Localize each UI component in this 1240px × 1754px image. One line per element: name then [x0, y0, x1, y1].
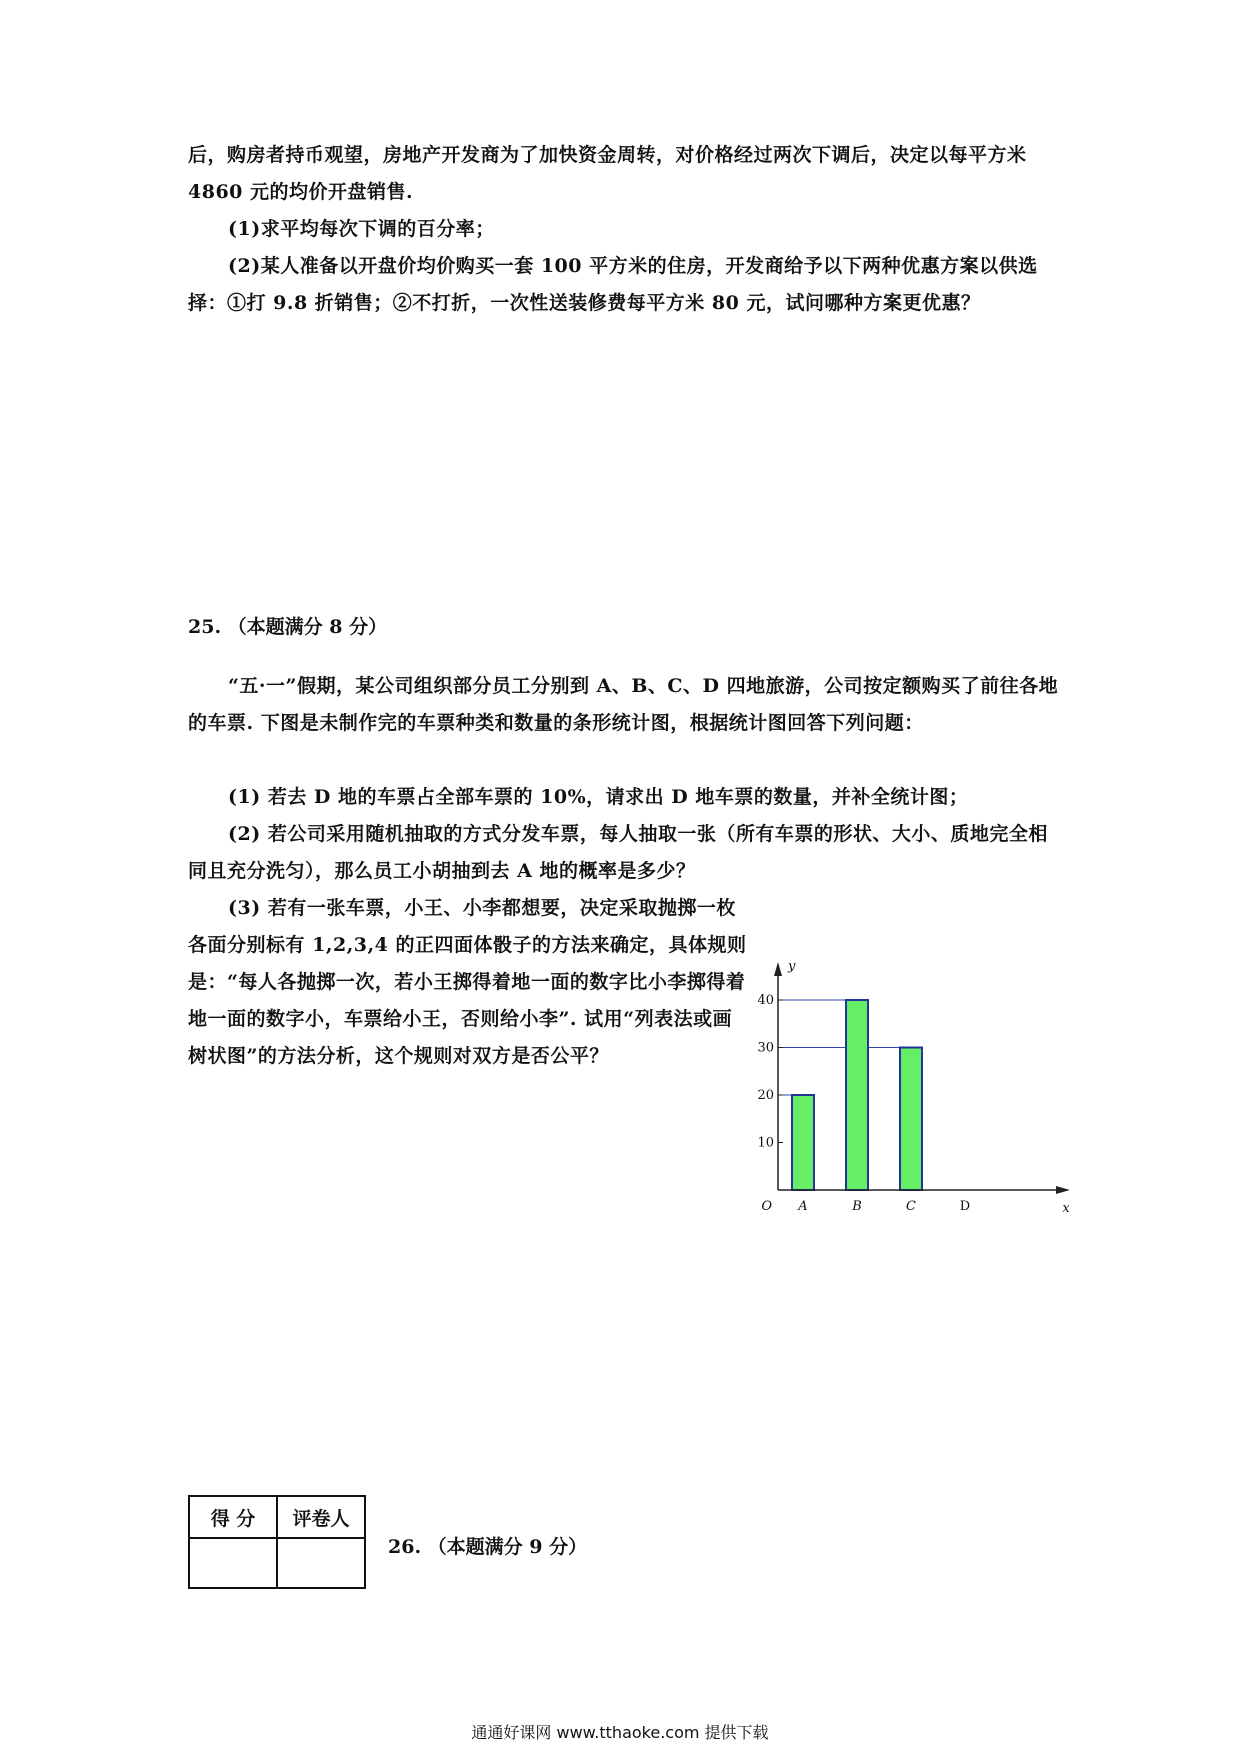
y-axis-arrow: [774, 962, 782, 976]
score-table: [188, 1495, 366, 1589]
y-axis-label: y: [788, 959, 796, 974]
y-tick-label: 40: [757, 993, 774, 1008]
x-tick-label-C: C: [906, 1199, 916, 1214]
bar-A: [792, 1095, 814, 1190]
footer: 通通好课网 www.tthaoke.com 提供下载: [471, 1723, 769, 1742]
score-header: 得 分: [189, 1496, 277, 1538]
x-tick-label-B: B: [852, 1199, 862, 1214]
score-cell: [189, 1538, 277, 1588]
origin-label: O: [761, 1199, 772, 1214]
q24-part1: (1)求平均每次下调的百分率；: [228, 218, 495, 240]
x-tick-label-A: A: [798, 1199, 808, 1214]
grader-header: 评卷人: [277, 1496, 365, 1538]
q25-part3: (3) 若有一张车票，小王、小李都想要，决定采取抛掷一枚各面分别标有 1,2,3,4 的正四面体骰子的方法来确定，具体规则是：“每人各抛掷一次，若小王掷得着地一面的数字比小李掷得着地一面的数字小，车票给小王，否则给小李”. 试用“列表法或画树状图”的方法分析，这个规则对双方是否公平？: [188, 897, 747, 1067]
q25-heading: 25. （本题满分 8 分）: [188, 616, 388, 638]
ticket-bar-chart: [748, 950, 1080, 1216]
q24-continuation: 后，购房者持币观望，房地产开发商为了加快资金周转，对价格经过两次下调后，决定以每平方米 4860 元的均价开盘销售.: [188, 144, 1027, 203]
q24-part2: (2)某人准备以开盘价均价购买一套 100 平方米的住房，开发商给予以下两种优惠方案以供选择：①打 9.8 折销售；②不打折，一次性送装修费每平方米 80 元，试问哪种方案更优惠？: [188, 255, 1038, 314]
y-tick-label: 10: [757, 1135, 774, 1151]
bar-C: [900, 1048, 922, 1191]
x-axis-arrow: [1056, 1186, 1070, 1194]
bar-B: [846, 1000, 868, 1190]
x-tick-label-D: D: [959, 1199, 971, 1214]
y-tick-label: 20: [757, 1088, 774, 1103]
q25-intro: “五·一”假期，某公司组织部分员工分别到 A、B、C、D 四地旅游，公司按定额购买了前往各地的车票. 下图是未制作完的车票种类和数量的条形统计图，根据统计图回答下列问题：: [188, 675, 1059, 734]
x-axis-label: x: [1062, 1201, 1070, 1216]
q26-heading: 26. （本题满分 9 分）: [388, 1536, 588, 1558]
q25-part2: (2) 若公司采用随机抽取的方式分发车票，每人抽取一张（所有车票的形状、大小、质地完全相同且充分洗匀），那么员工小胡抽到去 A 地的概率是多少？: [188, 823, 1048, 882]
y-tick-label: 30: [757, 1040, 774, 1056]
q25-part1: (1) 若去 D 地的车票占全部车票的 10%，请求出 D 地车票的数量，并补全统计图；: [228, 786, 969, 808]
grader-cell: [277, 1538, 365, 1588]
